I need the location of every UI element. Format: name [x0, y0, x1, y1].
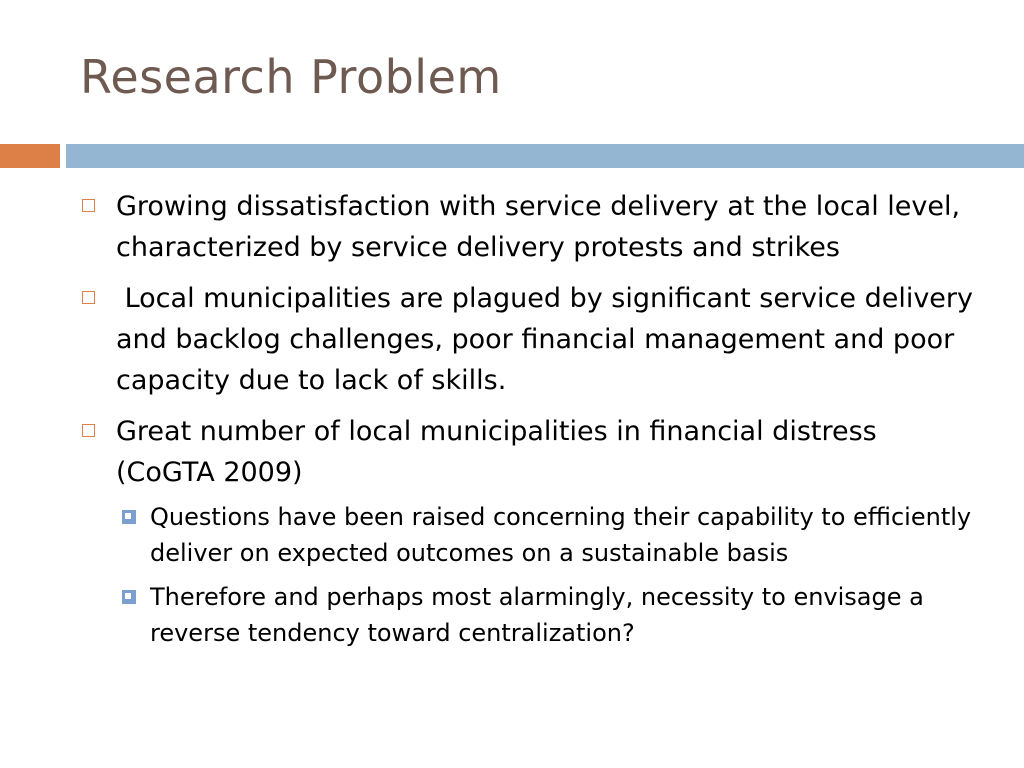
sub-bullet-item: [116, 579, 980, 651]
filled-square-bullet-icon: [122, 510, 136, 524]
bullet-list: [80, 186, 980, 659]
hollow-square-bullet-icon: [82, 424, 95, 437]
bullet-item: [80, 411, 980, 493]
bullet-text: Local municipalities are plagued by significant service delivery and backlog challenges, poor financial management and poor capacity due to lack of skills.: [116, 283, 982, 396]
accent-bar-orange: [0, 144, 60, 168]
slide-title: Research Problem: [80, 50, 502, 104]
bullet-text: Great number of local municipalities in financial distress (CoGTA 2009): [116, 416, 877, 488]
hollow-square-bullet-icon: [82, 199, 95, 212]
sub-bullet-text: Questions have been raised concerning their capability to efficiently deliver on expected outcomes on a sustainable basis: [150, 503, 972, 567]
hollow-square-bullet-icon: [82, 291, 95, 304]
accent-bar-blue: [66, 144, 1024, 168]
sub-bullet-text: Therefore and perhaps most alarmingly, necessity to envisage a reverse tendency toward centralization?: [150, 583, 924, 647]
filled-square-bullet-icon: [122, 590, 136, 604]
bullet-item: [80, 278, 980, 401]
bullet-text: Growing dissatisfaction with service delivery at the local level, characterized by service delivery protests and strikes: [116, 191, 961, 263]
sub-bullet-item: [116, 499, 980, 571]
bullet-item: [80, 186, 980, 268]
